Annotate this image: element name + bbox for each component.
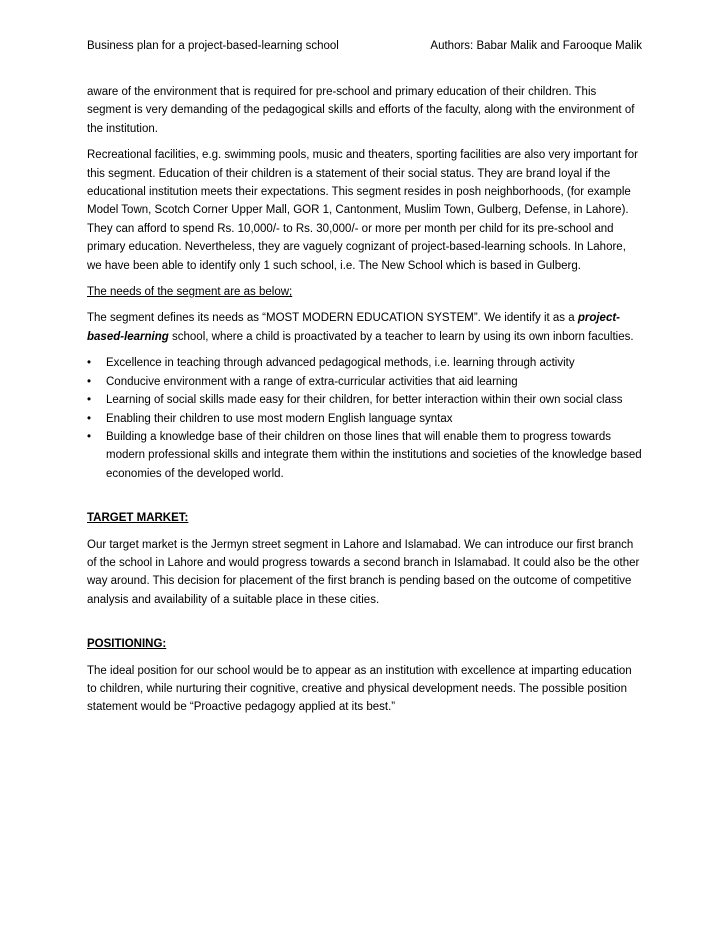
list-item-text: Excellence in teaching through advanced pedagogical methods, i.e. learning through activity (106, 357, 575, 370)
needs-list (87, 354, 643, 483)
list-item (87, 410, 643, 428)
needs-text-after: school, where a child is proactivated by a teacher to learn by using its own inborn faculties. (168, 330, 634, 343)
positioning-heading: POSITIONING: (87, 638, 167, 651)
needs-emphasis: project-based-learning (87, 312, 620, 343)
bullet-point: • (87, 430, 92, 443)
list-item-text: Conducive environment with a range of extra-curricular activities that aid learning (106, 375, 518, 388)
document-body (87, 83, 643, 725)
spacer (87, 491, 643, 509)
spacer (87, 617, 643, 635)
bullet-point: • (87, 375, 92, 388)
bullet-point: • (87, 412, 92, 425)
needs-text-before: The segment defines its needs as “MOST MODERN EDUCATION SYSTEM”. We identify it as a (87, 312, 578, 325)
bullet-point: • (87, 394, 92, 407)
list-item (87, 428, 643, 483)
header-title: Business plan for a project-based-learning school (87, 40, 339, 52)
paragraph-segment-awareness: aware of the environment that is required for pre-school and primary education of their children. This segment is very demanding of the pedagogical skills and efforts of the faculty, along with the environment of the institution. (87, 86, 635, 135)
list-item-text: Building a knowledge base of their children on those lines that will enable them to progress towards modern professional skills and integrate them within the institutions and societies of the knowledge based economies of the developed world. (106, 430, 642, 480)
paragraph-target-market: Our target market is the Jermyn street segment in Lahore and Islamabad. We can introduce our first branch of the school in Lahore and would progress towards a second branch in Islamabad. It could also be the other way around. This decision for placement of the first branch is pending based on the outcome of competitive analysis and availability of a suitable place in these cities. (87, 538, 640, 606)
target-market-heading: TARGET MARKET: (87, 512, 189, 525)
list-item (87, 373, 643, 391)
paragraph-positioning: The ideal position for our school would be to appear as an institution with excellence at imparting education to children, while nurturing their cognitive, creative and physical development needs. The possible position statement would be “Proactive pedagogy applied at its best.” (87, 664, 632, 714)
needs-heading: The needs of the segment are as below; (87, 286, 293, 299)
page-header (87, 38, 642, 54)
list-item-text: Learning of social skills made easy for their children, for better interaction within their own social class (106, 394, 623, 407)
paragraph-segment-needs (87, 309, 643, 346)
list-item (87, 354, 643, 372)
bullet-point: • (87, 357, 92, 370)
paragraph-recreational-facilities: Recreational facilities, e.g. swimming pools, music and theaters, sporting facilities are also very important for this segment. Education of their children is a statement of their social status. They are brand loyal if the educational institution meets their expectations. This segment resides in posh neighborhoods, (for example Model Town, Scotch Corner Upper Mall, GOR 1, Cantonment, Muslim Town, Gulberg, Defense, in Lahore). They can afford to spend Rs. 10,000/- to Rs. 30,000/- or more per month per child for its pre-school and primary education. Nevertheless, they are vaguely cognizant of project-based-learning schools. In Lahore, we have been able to identify only 1 such school, i.e. The New School which is based in Gulberg. (87, 149, 638, 272)
list-item (87, 391, 643, 409)
header-authors: Authors: Babar Malik and Farooque Malik (430, 40, 642, 52)
list-item-text: Enabling their children to use most modern English language syntax (106, 412, 453, 425)
